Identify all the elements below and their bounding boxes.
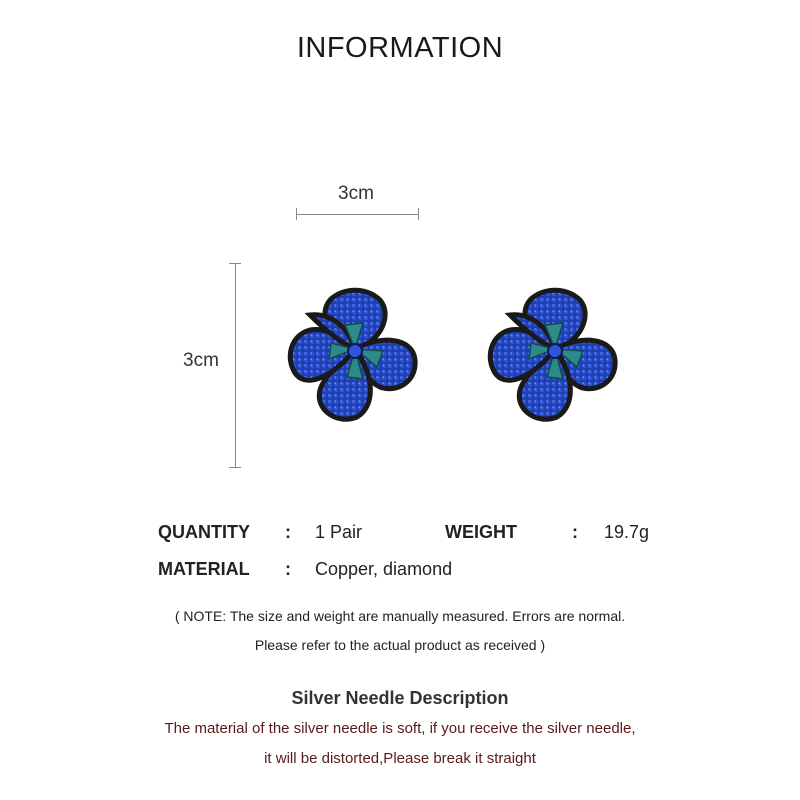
material-separator: : <box>285 559 291 579</box>
weight-label: WEIGHT <box>445 522 517 542</box>
weight-separator: : <box>572 522 578 542</box>
quantity-value: 1 Pair <box>315 522 363 542</box>
flower-earring-left <box>285 285 425 425</box>
quantity-label: QUANTITY <box>158 522 250 542</box>
quantity-separator: : <box>285 522 291 542</box>
width-dimension-tick-left <box>296 208 297 220</box>
weight-value: 19.7g <box>604 522 650 542</box>
width-dimension-label: 3cm <box>338 183 374 204</box>
silver-needle-line-1: The material of the silver needle is soft, if you receive the silver needle, <box>164 720 636 737</box>
height-dimension-tick-bottom <box>229 467 241 468</box>
silver-needle-line-2: it will be distorted,Please break it straight <box>264 750 536 767</box>
flower-earring-right <box>485 285 625 425</box>
material-label: MATERIAL <box>158 559 250 579</box>
height-dimension-tick-top <box>229 263 241 264</box>
material-value: Copper, diamond <box>315 559 453 579</box>
note-line-2: Please refer to the actual product as received ) <box>254 637 546 653</box>
silver-needle-title: Silver Needle Description <box>291 688 509 708</box>
note-line-1: ( NOTE: The size and weight are manually measured. Errors are normal. <box>174 608 626 624</box>
width-dimension-tick-right <box>418 208 419 220</box>
height-dimension-line <box>235 263 236 468</box>
height-dimension-label: 3cm <box>183 350 219 371</box>
page-title: INFORMATION <box>296 32 504 64</box>
width-dimension-line <box>296 214 419 215</box>
